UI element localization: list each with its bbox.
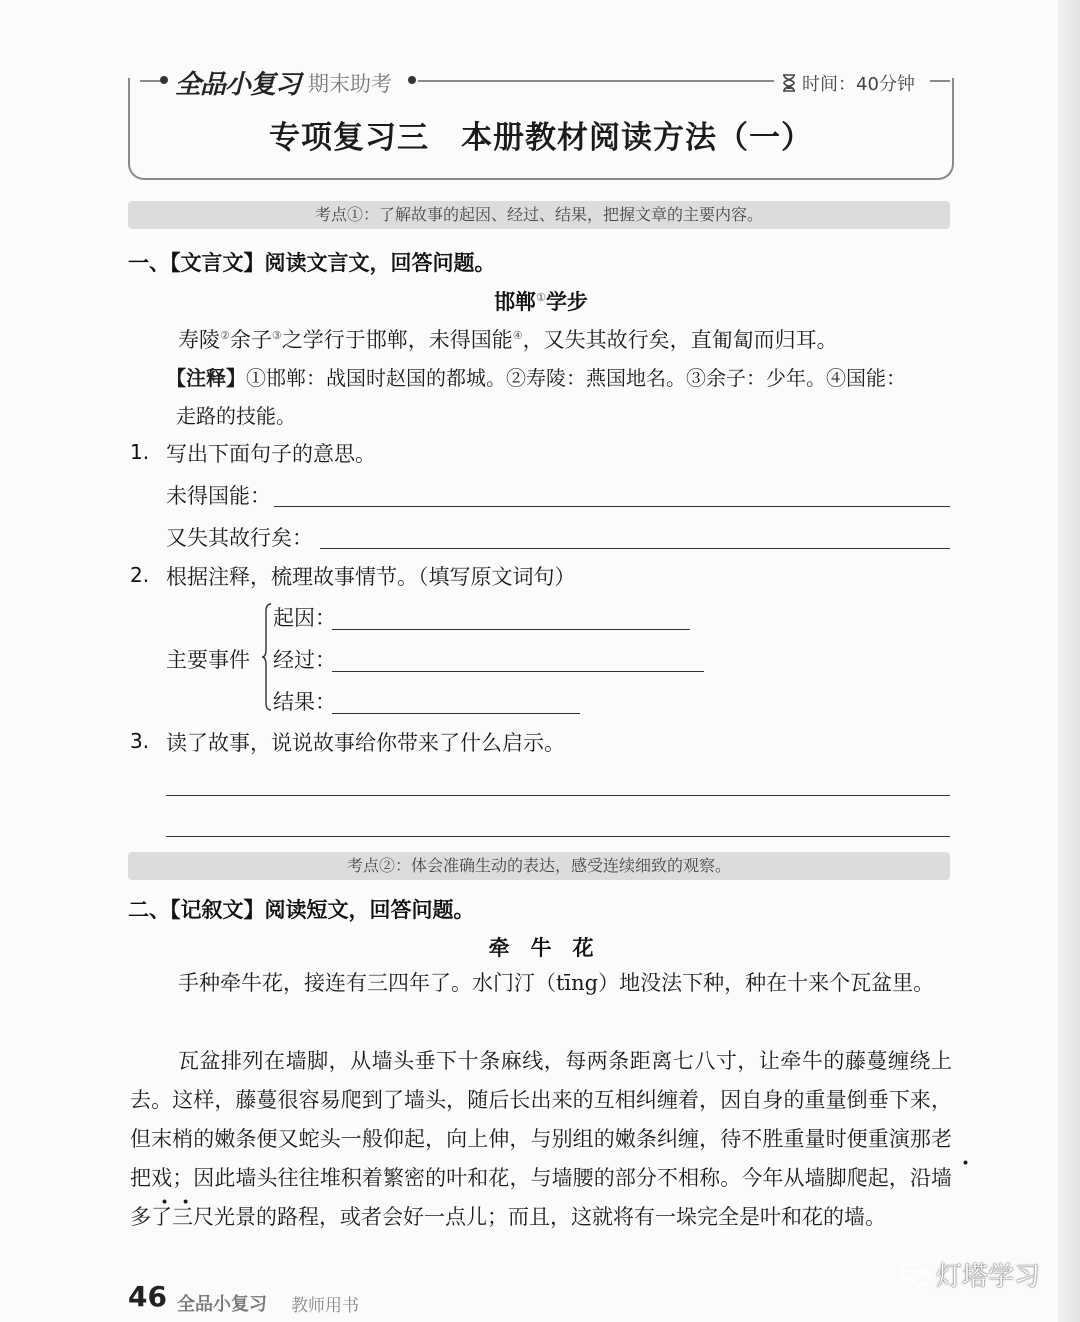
narrative-title: 牵 牛 花 [488, 936, 594, 960]
page-title: 专项复习三 本册教材阅读方法（一） [269, 120, 813, 156]
q3-answer-line-2[interactable] [166, 836, 950, 837]
section-1-heading: 一、【文言文】阅读文言文，回答问题。 [128, 251, 496, 275]
annotation-line-2: 走路的技能。 [176, 404, 296, 428]
page-edge [1058, 0, 1080, 1322]
header-dot-left [160, 76, 168, 84]
narrative-paragraph-1: 手种牵牛花，接连有三四年了。水门汀（tīng）地没法下种，种在十来个瓦盆里。 [178, 971, 935, 995]
q2-process-label: 经过： [273, 648, 336, 672]
header-rule-middle [418, 80, 774, 82]
q1a-label: 未得国能： [166, 484, 271, 508]
q2-main-events-label: 主要事件 [166, 648, 250, 672]
q1-number: 1. [130, 440, 150, 464]
watermark-text: 灯塔学习 [936, 1262, 1041, 1292]
q2-process-answer-line[interactable] [332, 671, 704, 672]
classical-text: 寿陵②余子③之学行于邯郸，未得国能④，又失其故行矣，直匍匐而归耳。 [178, 328, 838, 352]
brace-icon [262, 603, 272, 711]
page-number: 46 [128, 1280, 167, 1313]
kaodian-1-bar: 考点①：了解故事的起因、经过、结果，把握文章的主要内容。 [128, 201, 950, 229]
time-limit-text: 时间：40分钟 [802, 74, 915, 95]
q3-answer-line-1[interactable] [166, 795, 950, 796]
q1b-answer-line[interactable] [320, 548, 950, 549]
q2-result-answer-line[interactable] [332, 713, 580, 714]
brand-logo: 全品小复习 [175, 70, 301, 100]
hourglass-icon [782, 74, 796, 92]
footer-brand: 全品小复习 [177, 1294, 267, 1315]
footer-book-type: 教师用书 [291, 1296, 359, 1316]
q3-number: 3. [130, 729, 150, 753]
q1b-label: 又失其故行矣： [166, 526, 313, 550]
q2-prompt: 根据注释，梳理故事情节。（填写原文词句） [166, 565, 576, 589]
kaodian-2-bar: 考点②：体会准确生动的表达，感受连续细致的观察。 [128, 852, 950, 880]
classical-text-title: 邯郸①学步 [494, 290, 588, 314]
q2-number: 2. [130, 563, 150, 587]
time-limit [782, 70, 915, 96]
section-2-heading: 二、【记叙文】阅读短文，回答问题。 [128, 898, 475, 922]
header-dot-right [408, 76, 416, 84]
wechat-icon [900, 1262, 930, 1288]
q2-cause-answer-line[interactable] [332, 629, 690, 630]
q3-prompt: 读了故事，说说故事给你带来了什么启示。 [166, 731, 565, 755]
brand-subtitle: 期末助考 [308, 72, 392, 96]
narrative-paragraph-2: 瓦盆排列在墙脚，从墙头垂下十条麻线，每两条距离七八寸，让牵牛的藤蔓缠绕上去。这样，藤蔓很容易爬到了墙头，随后长出来的互相纠缠着，因自身的重量倒垂下来，但末梢的嫩条便又蛇头一般仰起，向上伸，与别组的嫩条纠缠，待不胜重量时便重演那老把戏；因此墙头往往堆积着繁密的叶和花，与墙腰的部分不相称。今年从墙脚爬起，沿墙多了三尺光景的路程，或者会好一点儿；而且，这就将有一垛完全是叶和花的墙。 [130, 1049, 953, 1229]
header-rule-left [140, 80, 162, 82]
watermark [900, 1256, 1040, 1293]
q1-prompt: 写出下面句子的意思。 [166, 442, 376, 466]
annotation-line-1: 【注释】①邯郸：战国时赵国的都城。②寿陵：燕国地名。③余子：少年。④国能： [166, 366, 906, 390]
q1a-answer-line[interactable] [274, 506, 950, 507]
q2-result-label: 结果： [273, 690, 336, 714]
annotation-label: 【注释】 [166, 366, 246, 390]
q2-cause-label: 起因： [273, 606, 336, 630]
header-rule-right [930, 80, 950, 82]
